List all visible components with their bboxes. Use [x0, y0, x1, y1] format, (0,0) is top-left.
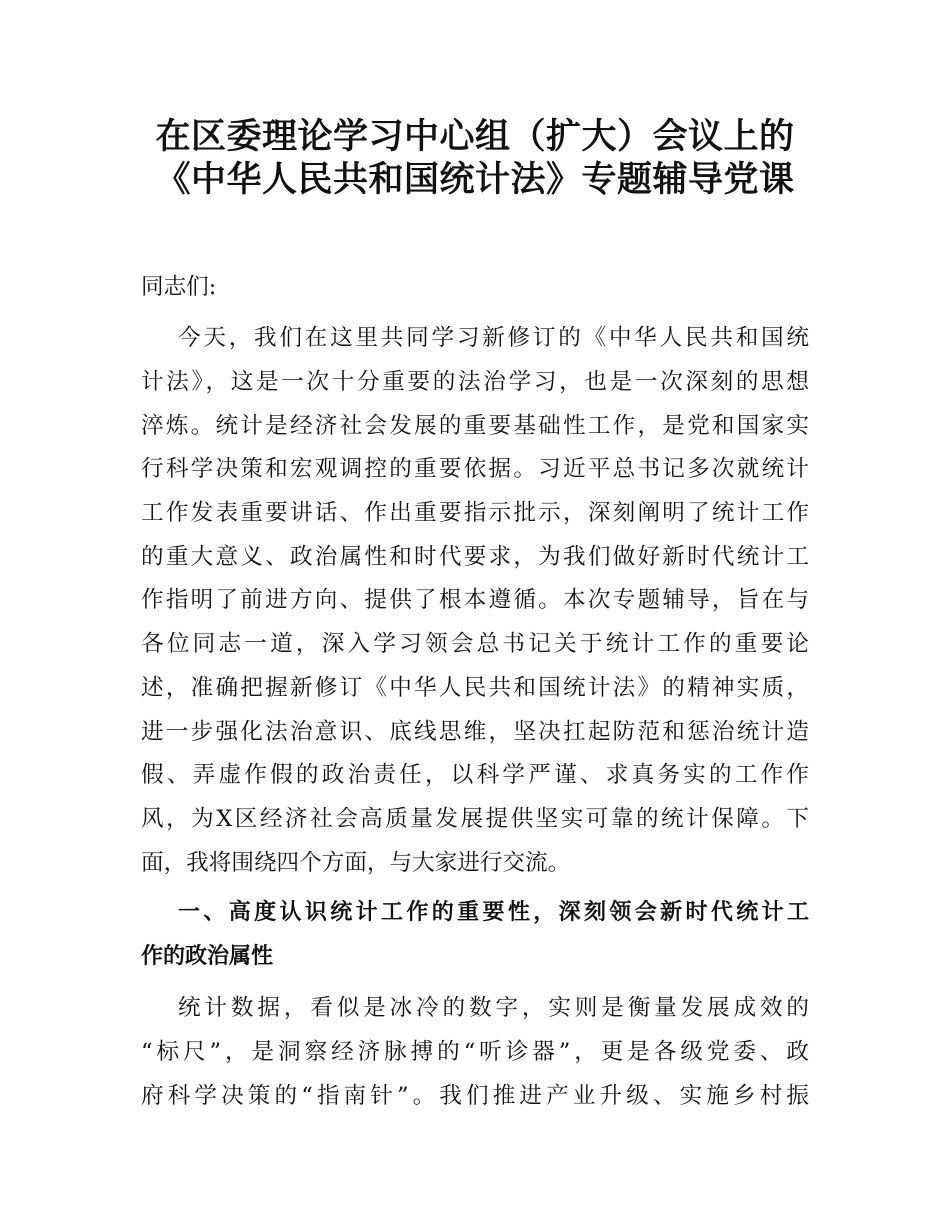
document-title-line-1: 在区委理论学习中心组（扩大）会议上的 — [155, 116, 795, 157]
paragraph-1-line: 各位同志一道，深入学习领会总书记关于统计工作的重要论 — [141, 631, 809, 657]
paragraph-2-line: “标尺”，是洞察经济脉搏的“听诊器”，更是各级党委、政 — [141, 1039, 809, 1065]
paragraph-1-line: 淬炼。统计是经济社会发展的重要基础性工作，是党和国家实 — [141, 413, 809, 439]
paragraph-1-line: 行科学决策和宏观调控的重要依据。习近平总书记多次就统计 — [141, 456, 809, 482]
paragraph-1-line: 计法》，这是一次十分重要的法治学习，也是一次深刻的思想 — [141, 369, 809, 395]
paragraph-1-line: 今天，我们在这里共同学习新修订的《中华人民共和国统 — [178, 325, 809, 351]
paragraph-2-line: 府科学决策的“指南针”。我们推进产业升级、实施乡村振 — [141, 1083, 809, 1109]
paragraph-1-line: 进一步强化法治意识、底线思维，坚决扛起防范和惩治统计造 — [141, 719, 809, 745]
section-1-heading-line: 一、高度认识统计工作的重要性，深刻领会新时代统计工 — [178, 900, 809, 925]
document-title-line-2: 《中华人民共和国统计法》专题辅导党课 — [155, 159, 795, 200]
paragraph-1-line: 作指明了前进方向、提供了根本遵循。本次专题辅导，旨在与 — [141, 587, 809, 613]
paragraph-1-line: 假、弄虚作假的政治责任，以科学严谨、求真务实的工作作 — [141, 762, 809, 788]
paragraph-1-line: 面，我将围绕四个方面，与大家进行交流。 — [141, 850, 571, 876]
paragraph-2-line: 统计数据，看似是冰冷的数字，实则是衡量发展成效的 — [178, 995, 809, 1021]
section-1-heading-line: 作的政治属性 — [141, 944, 274, 969]
paragraph-1-line: 述，准确把握新修订《中华人民共和国统计法》的精神实质， — [141, 675, 809, 701]
paragraph-1-line: 工作发表重要讲话、作出重要指示批示，深刻阐明了统计工作 — [141, 500, 809, 526]
salutation: 同志们: — [141, 274, 217, 300]
paragraph-1-line: 风，为X区经济社会高质量发展提供坚实可靠的统计保障。下 — [141, 806, 809, 832]
paragraph-1-line: 的重大意义、政治属性和时代要求，为我们做好新时代统计工 — [141, 544, 809, 570]
